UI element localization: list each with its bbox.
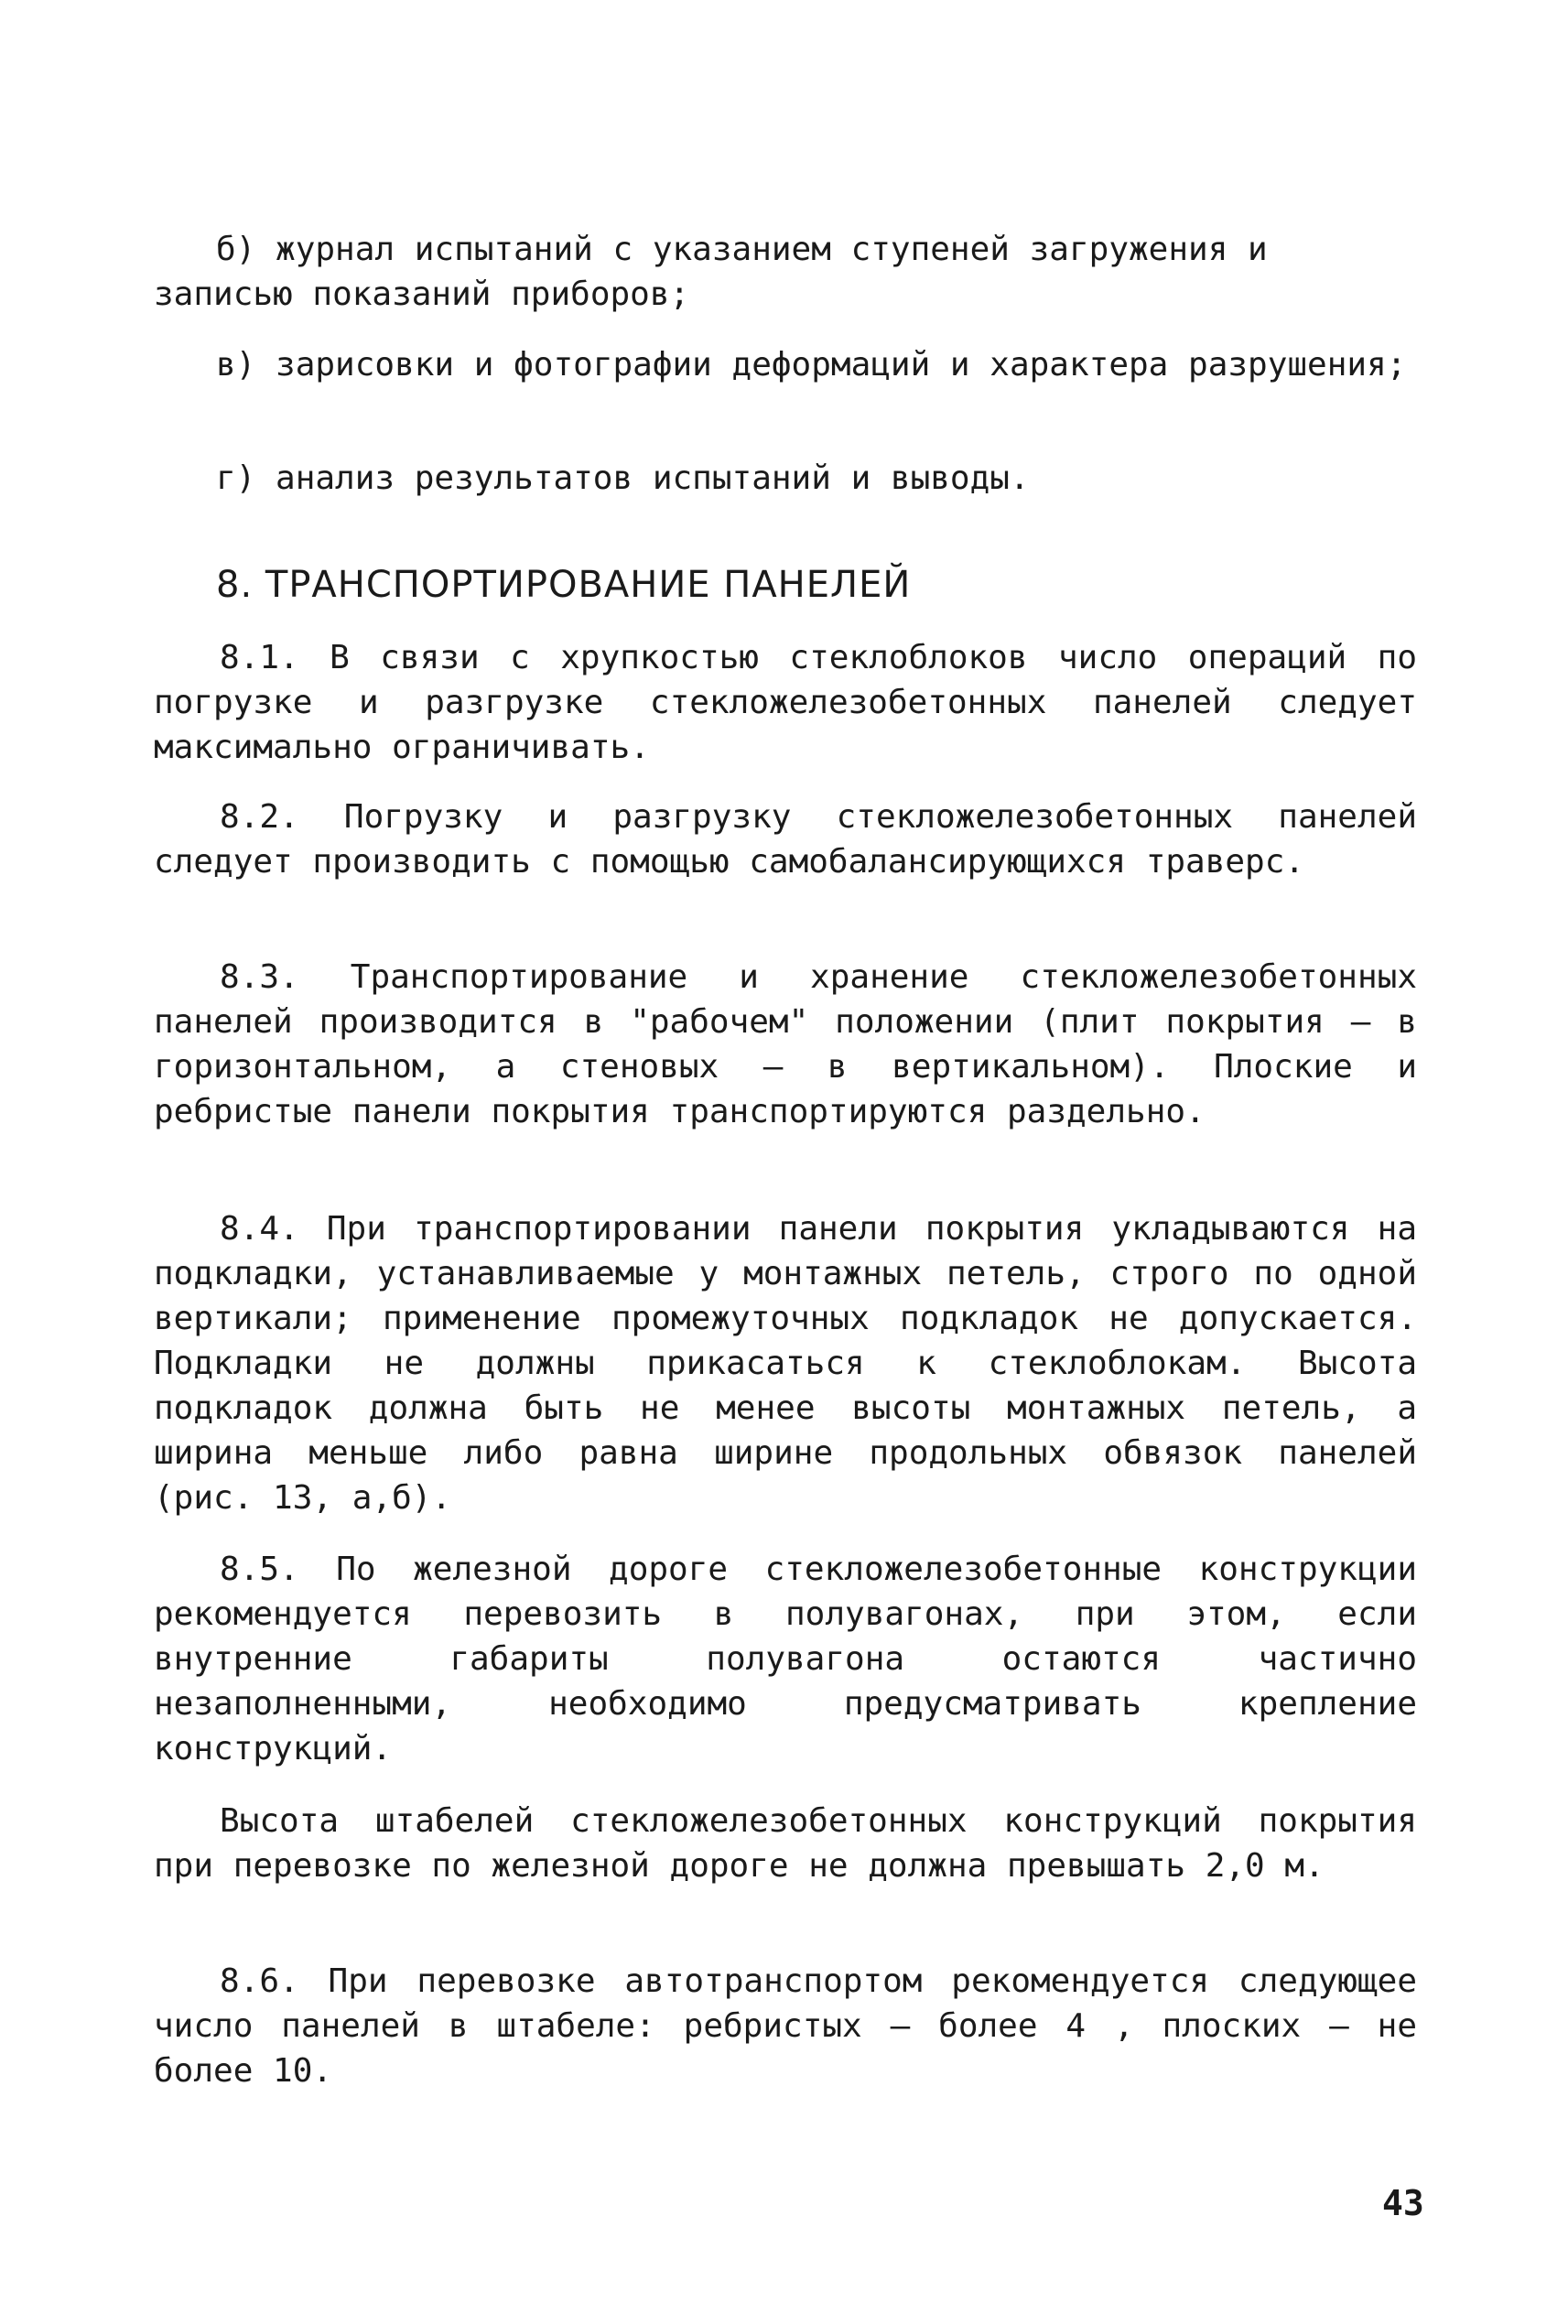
- page-number: 43: [1382, 2183, 1424, 2223]
- paragraph-8-5-continued: Высота штабелей стекложелезобетонных конструкций покрытия при перевозке по железной дороге не должна превышать 2,0 м.: [154, 1802, 1417, 1885]
- paragraph-8-4: 8.4. При транспортировании панели покрытия укладываются на подкладки, устанавливаемые у монтажных петель, строго по одной вертикали; применение промежуточных подкладок не допускается. Подкладки не должны прикасаться к стеклоблокам. Высота подкладок должна быть не менее высоты монтажных петель, а ширина меньше либо равна ширине продольных обвязок панелей (рис. 13, а,б).: [154, 1210, 1417, 1517]
- paragraph-8-2: 8.2. Погрузку и разгрузку стекложелезобетонных панелей следует производить с помощью самобалансирующихся траверс.: [154, 798, 1417, 881]
- list-item-v: в) зарисовки и фотографии деформаций и характера разрушения;: [216, 346, 1407, 384]
- paragraph-8-3: 8.3. Транспортирование и хранение стекложелезобетонных панелей производится в "рабочем" положении (плит покрытия – в горизонтальном, а стеновых – в вертикальном). Плоские и ребристые панели покрытия транспортируются раздельно.: [154, 958, 1417, 1130]
- paragraph-8-5: 8.5. По железной дороге стекложелезобетонные конструкции рекомендуется перевозить в полувагонах, при этом, если внутренние габариты полувагона остаются частично незаполненными, необходимо предусматривать крепление конструкций.: [154, 1551, 1417, 1767]
- paragraph-8-6: 8.6. При перевозке автотранспортом рекомендуется следующее число панелей в штабеле: ребристых – более 4 , плоских – не более 10.: [154, 1962, 1417, 2090]
- paragraph-8-1: 8.1. В связи с хрупкостью стеклоблоков число операций по погрузке и разгрузке стекложелезобетонных панелей следует максимально ограничивать.: [154, 639, 1417, 766]
- section-title: 8. ТРАНСПОРТИРОВАНИЕ ПАНЕЛЕЙ: [216, 564, 912, 606]
- list-item-g: г) анализ результатов испытаний и выводы.: [216, 459, 1030, 497]
- list-item-b: б) журнал испытаний с указанием ступеней загружения и записью показаний приборов;: [154, 231, 1268, 313]
